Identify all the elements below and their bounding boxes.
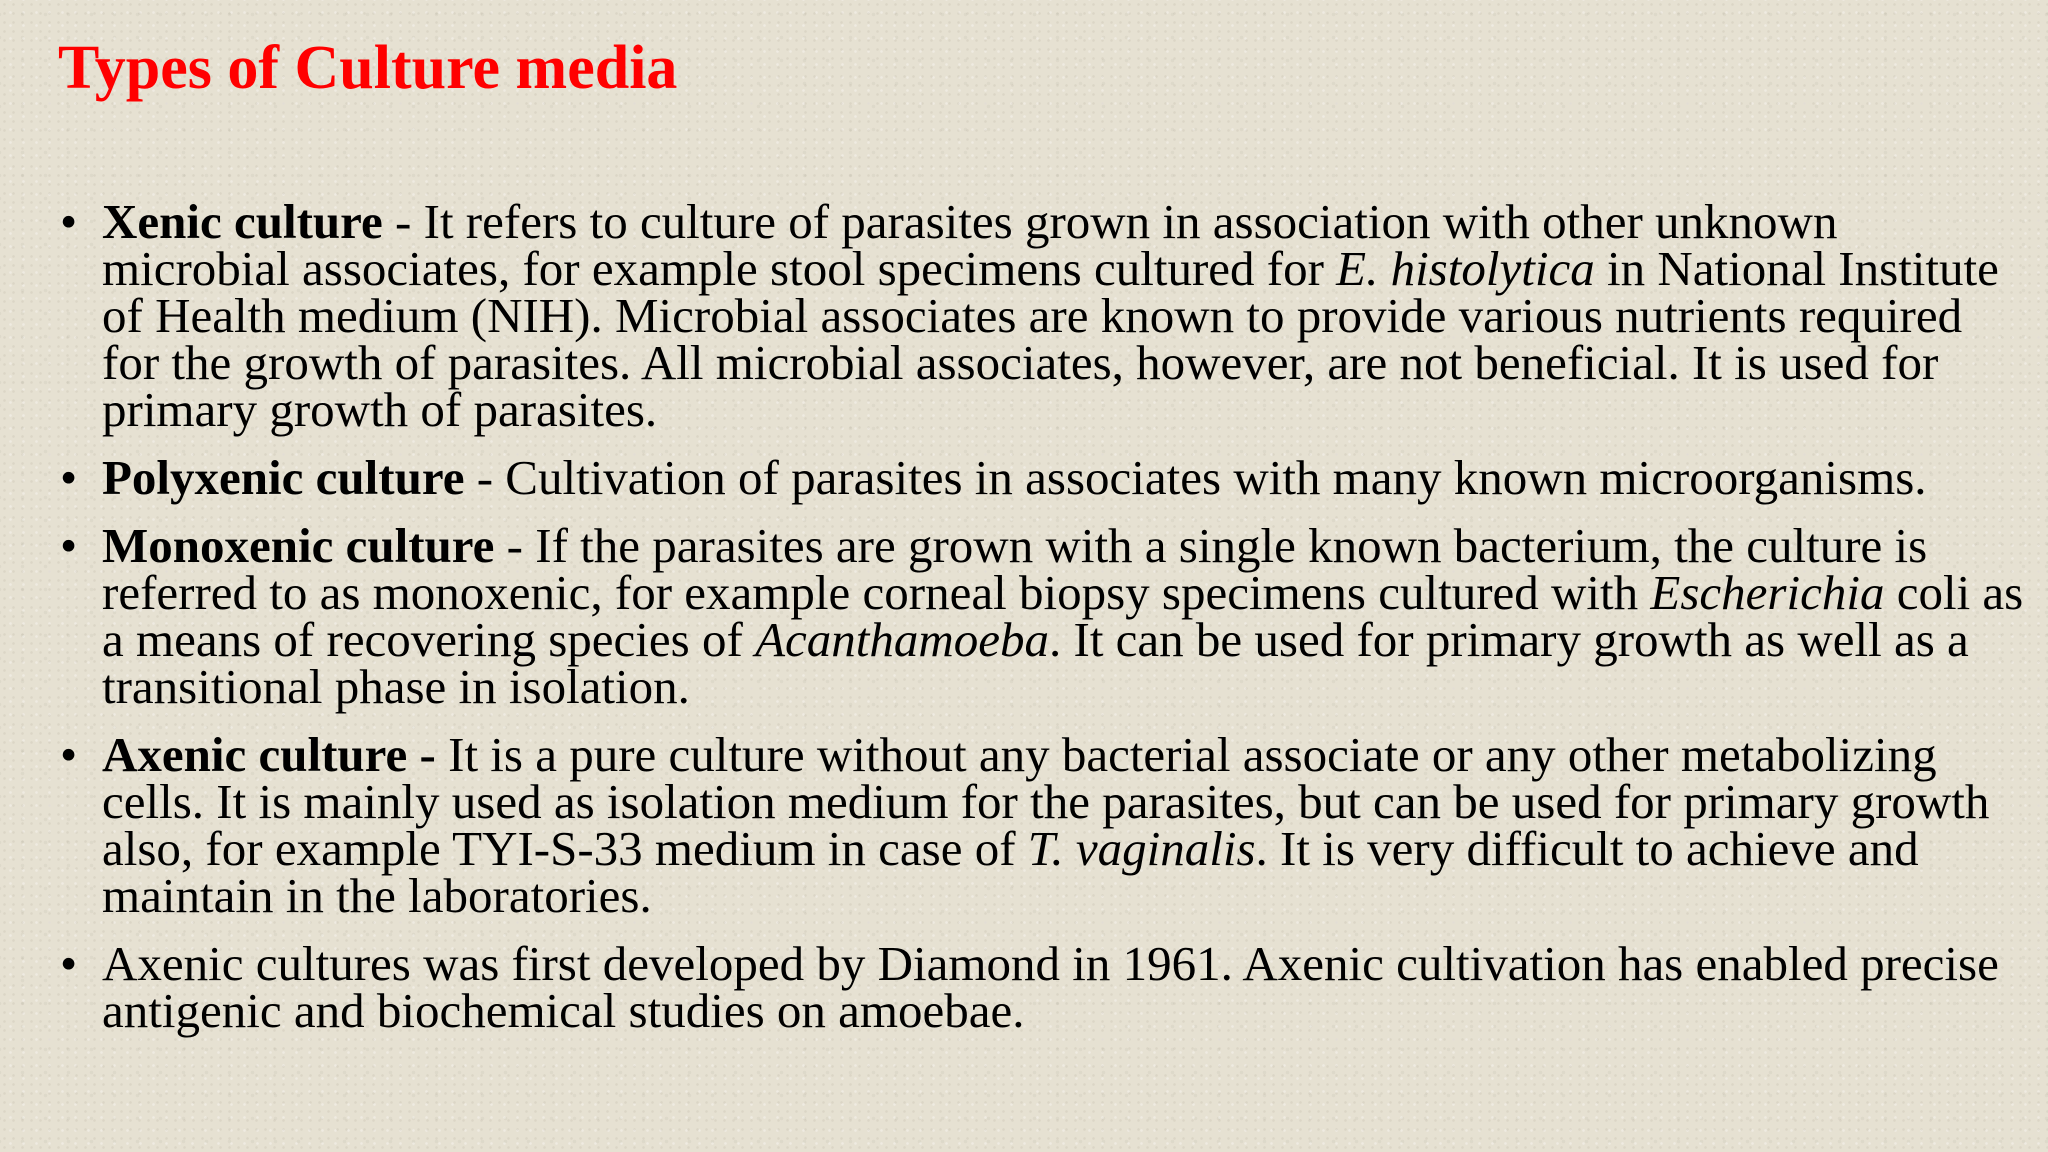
term-separator: -: [464, 450, 506, 505]
bullet-monoxenic-culture: [0, 518, 2048, 714]
bullet-text: If the parasites are grown with a single known bacterium, the culture is referred to as monoxenic, for example corneal biopsy specimens cultured with: [102, 518, 1928, 620]
bullet-polyxenic-culture: [0, 450, 2048, 505]
italic-species: Acanthamoeba: [755, 612, 1049, 667]
italic-species: T. vaginalis: [1027, 821, 1256, 876]
term-axenic-culture: Axenic culture -: [102, 727, 436, 782]
term-polyxenic-culture: Polyxenic culture: [102, 450, 465, 505]
bullet-text: coli as a means of recovering species of: [102, 565, 2024, 667]
bullet-text: Axenic cultures was first developed by Diamond in 1961. Axenic cultivation has enabled precise antigenic and biochemical studies on amoebae.: [102, 936, 1999, 1038]
bullet-xenic-culture: [0, 194, 2048, 437]
bullet-dot-icon: •: [60, 936, 78, 991]
bullet-text: . It can be used for primary growth as well as a transitional phase in isolation.: [102, 612, 1969, 714]
italic-species: E. histolytica: [1336, 241, 1595, 296]
bullet-text: in National Institute of Health medium (NIH). Microbial associates are known to provide various nutrients required for the growth of parasites. All microbial associates, however, are not beneficial. It is used for primary growth of parasites.: [102, 241, 1999, 437]
term-monoxenic-culture: Monoxenic culture: [102, 518, 495, 573]
bullet-text: . It is very difficult to achieve and maintain in the laboratories.: [102, 821, 1919, 923]
bullet-text: It refers to culture of parasites grown in association with other unknown microbial associates, for example stool specimens cultured for: [102, 194, 1838, 296]
bullet-text: Cultivation of parasites in associates with many known microorganisms.: [505, 450, 1927, 505]
bullet-dot-icon: •: [60, 194, 78, 249]
term-separator: -: [494, 518, 536, 573]
bullet-axenic-history: [0, 936, 2048, 1038]
bullet-dot-icon: •: [60, 518, 78, 573]
bullet-list: [0, 194, 2048, 1038]
bullet-dot-icon: •: [60, 450, 78, 505]
bullet-dot-icon: •: [60, 727, 78, 782]
bullet-axenic-culture: [0, 727, 2048, 923]
term-separator: -: [382, 194, 424, 249]
bullet-text: It is a pure culture without any bacterial associate or any other metabolizing cells. It is mainly used as isolation medium for the parasites, but can be used for primary growth also, for example TYI-S-33 medium in case of: [102, 727, 1990, 876]
term-xenic-culture: Xenic culture: [102, 194, 383, 249]
italic-species: Escherichia: [1650, 565, 1885, 620]
slide-title: Types of Culture media: [58, 34, 678, 102]
